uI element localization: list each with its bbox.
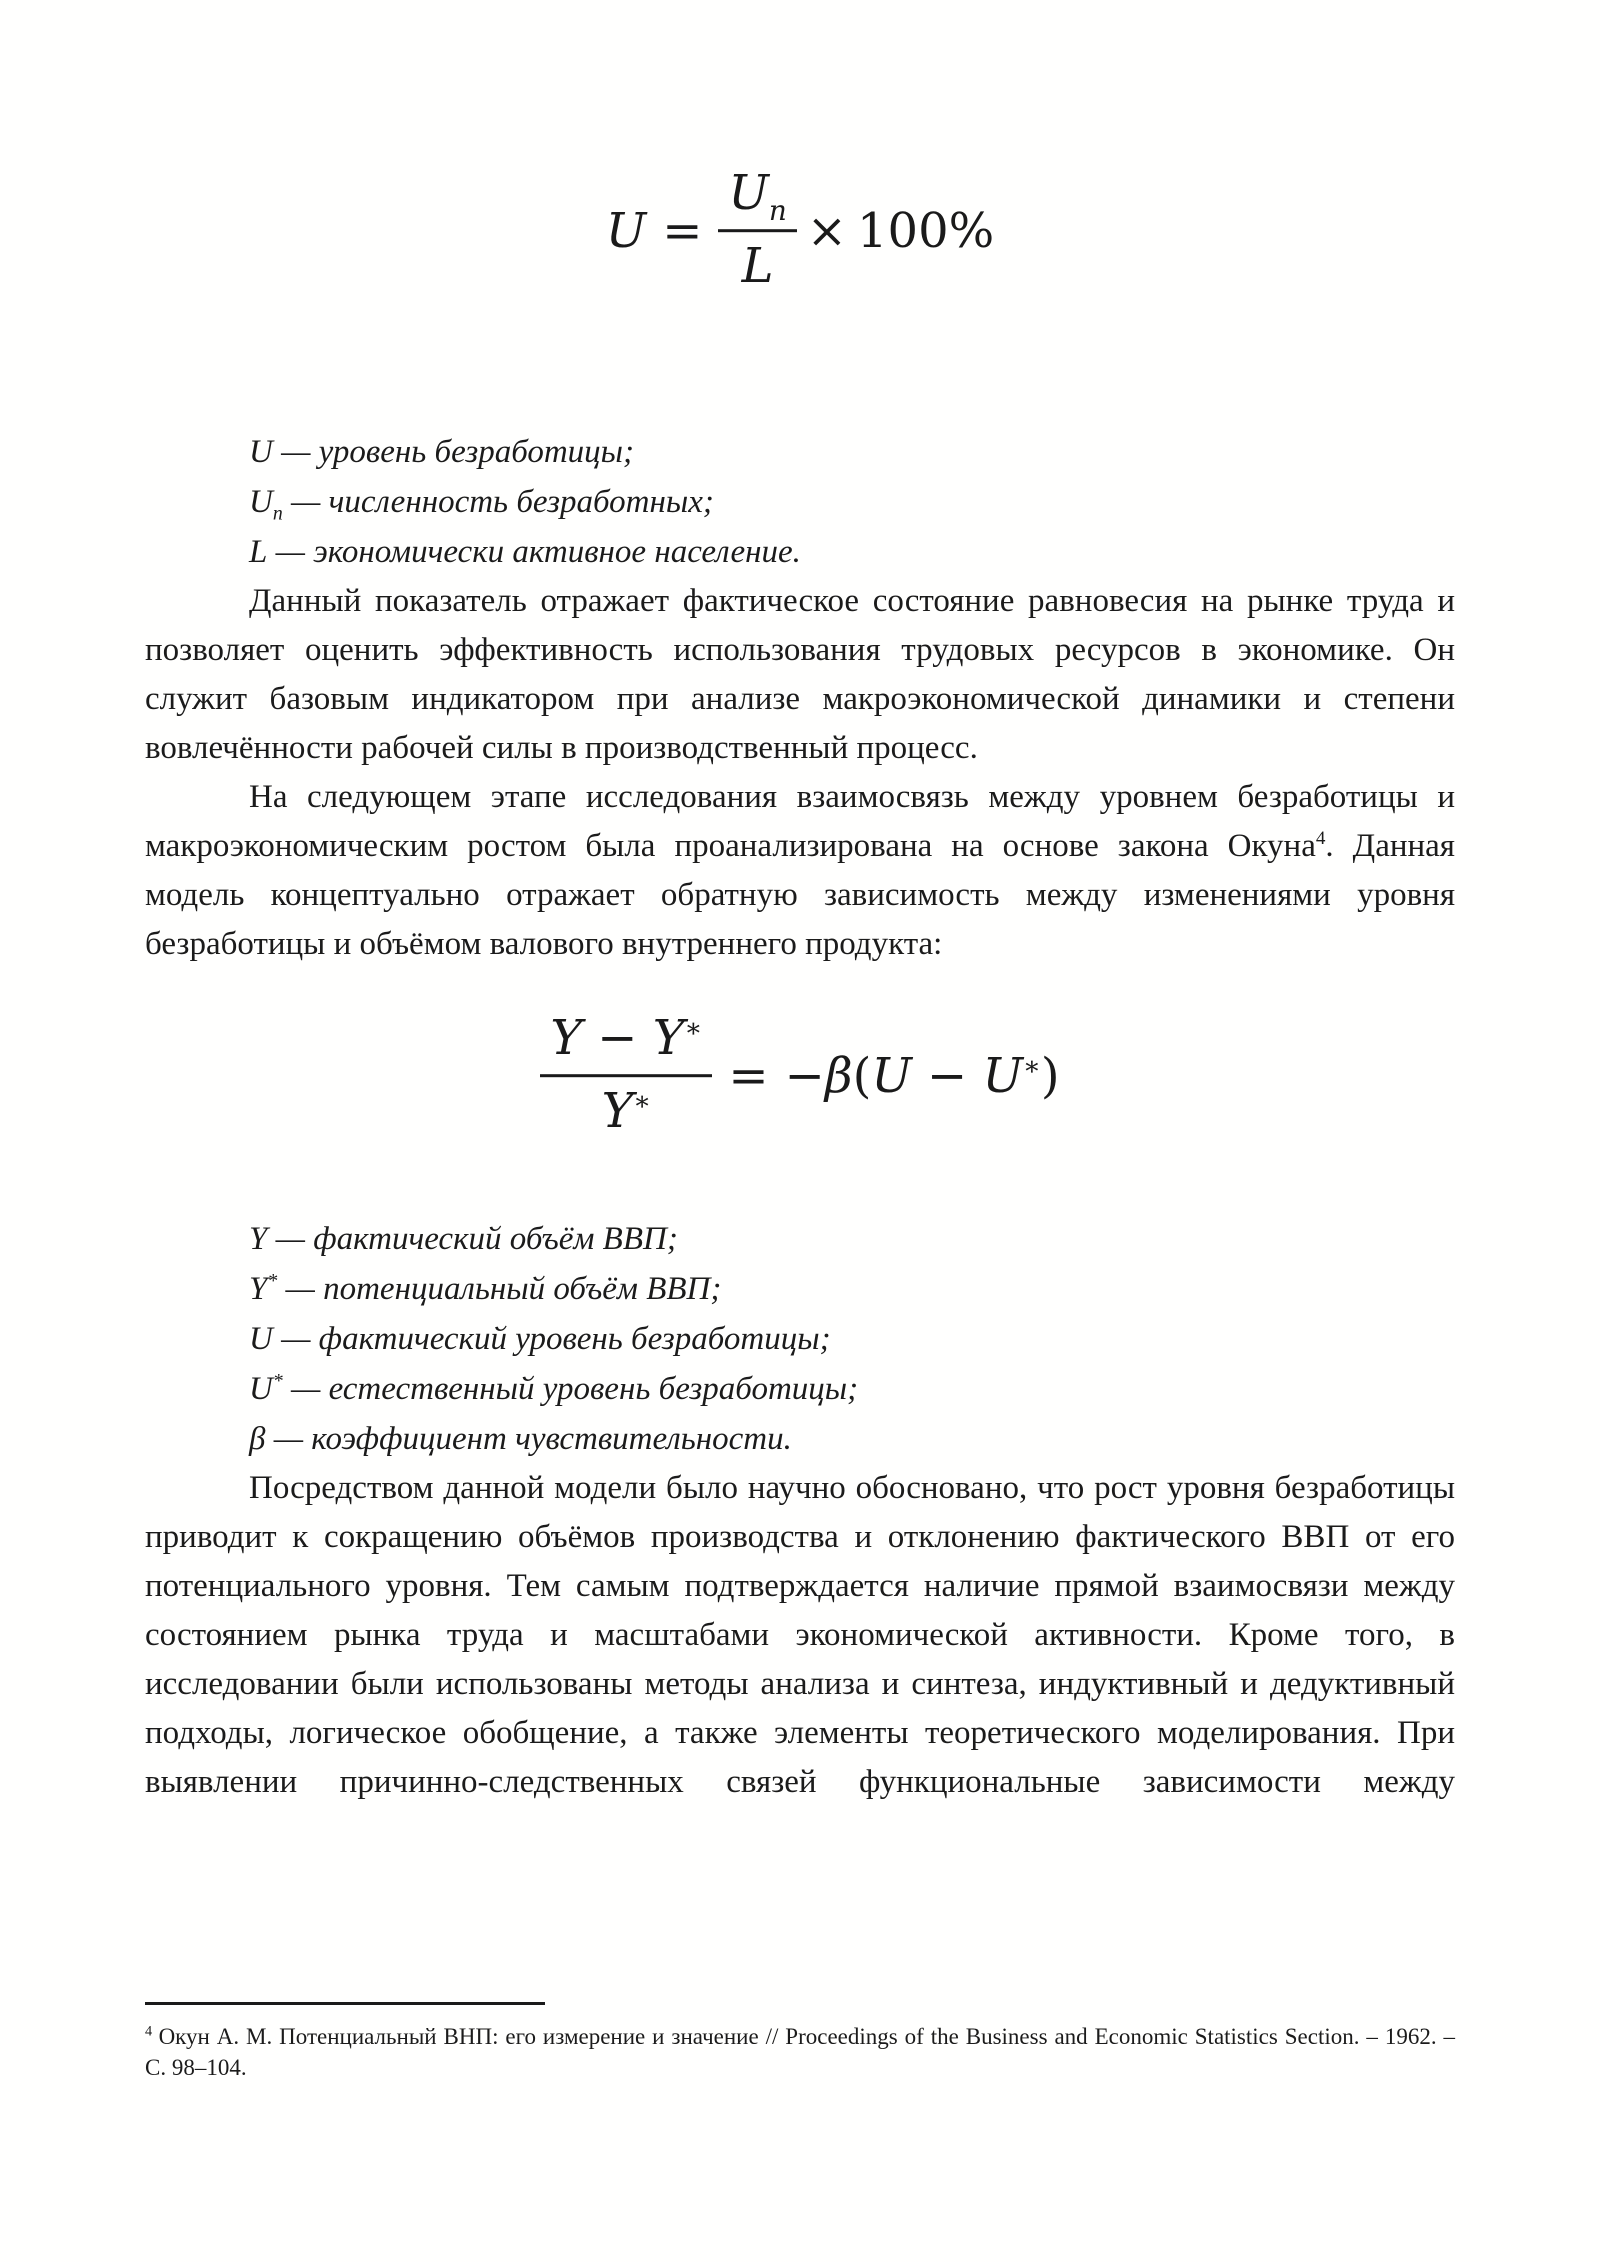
definition-text: — численность безработных; [282, 484, 714, 520]
numerator: Y − Y∗ [550, 1010, 703, 1067]
footnote-text: Окун А. М. Потенциальный ВНП: его измерение и значение // Proceedings of the Business and Economic Statistics Section. – 1962. – С. 98–104. [145, 2024, 1455, 2080]
paragraph-indicator-meaning: Данный показатель отражает фактическое состояние равновесия на рынке труда и позволяет оценить эффективность использования трудовых ресурсов в экономике. Он служит базовым индикатором при анализе макроэкономической динамики и степени вовлечённости рабочей силы в производственный процесс. [145, 583, 1455, 766]
definition-line [145, 1314, 1455, 1364]
footnote-area [145, 2002, 1455, 2083]
definition-text: — фактический объём ВВП; [267, 1221, 678, 1257]
formula-var-u: U [605, 203, 647, 259]
equals-sign: = [728, 1048, 769, 1104]
footnote-divider [145, 2002, 545, 2005]
definition-line: Y* — потенциальный объём ВВП; [249, 1270, 722, 1307]
minus-sign: − [597, 1010, 638, 1067]
star-superscript: ∗ [684, 1013, 703, 1045]
symbol: Y [249, 1221, 268, 1257]
definition-line [145, 1414, 1455, 1464]
formula-unemployment-rate [145, 165, 1455, 299]
footnote-ref-4: 4 [1315, 828, 1326, 849]
denominator: Y∗ [540, 1074, 712, 1139]
open-paren: ( [852, 1048, 872, 1104]
formula-okun-law: $\frac{Y - Y^∗}{Y^∗}$ = −β(U − U∗) [145, 1015, 1455, 1144]
symbol: β [249, 1421, 266, 1457]
definition-text: — уровень безработицы; [272, 434, 635, 470]
negative-sign: − [784, 1048, 825, 1104]
symbol: U [249, 1321, 273, 1357]
definition-line [145, 427, 1455, 477]
definition-line: $U_n$ — численность безработных; [249, 484, 714, 525]
definition-text: — естественный уровень безработицы; [282, 1371, 859, 1407]
definition-text: — потенциальный объём ВВП; [277, 1271, 722, 1307]
paragraph-okun-analysis: На следующем этапе исследования взаимосвязь между уровнем безработицы и макроэкономическим ростом была проанализирована на основе закона Окуна$^4$. Данная модель концептуально отражает обратную зависимость между изменениями уровня безработицы и объёмом валового внутреннего продукта: [145, 779, 1455, 962]
beta-symbol: β [824, 1048, 853, 1104]
definition-line [145, 1214, 1455, 1264]
multiply-sign: × [806, 203, 848, 259]
star-superscript: ∗ [1022, 1051, 1041, 1082]
symbol: Y [249, 1271, 268, 1307]
definition-text: — коэффициент чувствительности. [265, 1421, 792, 1457]
symbol: U [249, 484, 273, 520]
definition-line [145, 527, 1455, 577]
symbol-definitions-unemployment [145, 427, 1455, 577]
footnote-marker: 4 [145, 2023, 153, 2040]
fraction [718, 165, 796, 294]
equals-sign: = [662, 203, 703, 259]
minus-sign: − [927, 1048, 968, 1104]
definition-line: U* — естественный уровень безработицы; [249, 1370, 859, 1407]
symbol: U [249, 1371, 273, 1407]
symbol: U [249, 434, 273, 470]
close-paren: ) [1040, 1048, 1060, 1104]
fraction [540, 1010, 712, 1139]
paragraph-model-conclusions: Посредством данной модели было научно обосновано, что рост уровня безработицы приводит к сокращению объёмов производства и отклонению фактического ВВП от его потенциального уровня. Тем самым подтверждается наличие прямой взаимосвязи между состоянием рынка труда и масштабами экономической активности. Кроме того, в исследовании были использованы методы анализа и синтеза, индуктивный и дедуктивный подходы, логическое обобщение, а также элементы теоретического моделирования. При выявлении причинно-следственных связей функциональные зависимости между [145, 1470, 1455, 1800]
denominator: L [718, 229, 796, 294]
footnote [145, 2021, 1455, 2083]
symbol-definitions-okun [145, 1214, 1455, 1464]
subscript-n: n [768, 193, 787, 227]
definition-text: — фактический уровень безработицы; [272, 1321, 831, 1357]
numerator: $U_n$ [728, 165, 787, 227]
definition-text: — экономически активное население. [267, 534, 801, 570]
formula-constant: 100% [857, 203, 995, 259]
symbol: L [249, 534, 268, 570]
star-superscript: ∗ [633, 1086, 652, 1118]
text-column [0, 165, 1600, 1807]
